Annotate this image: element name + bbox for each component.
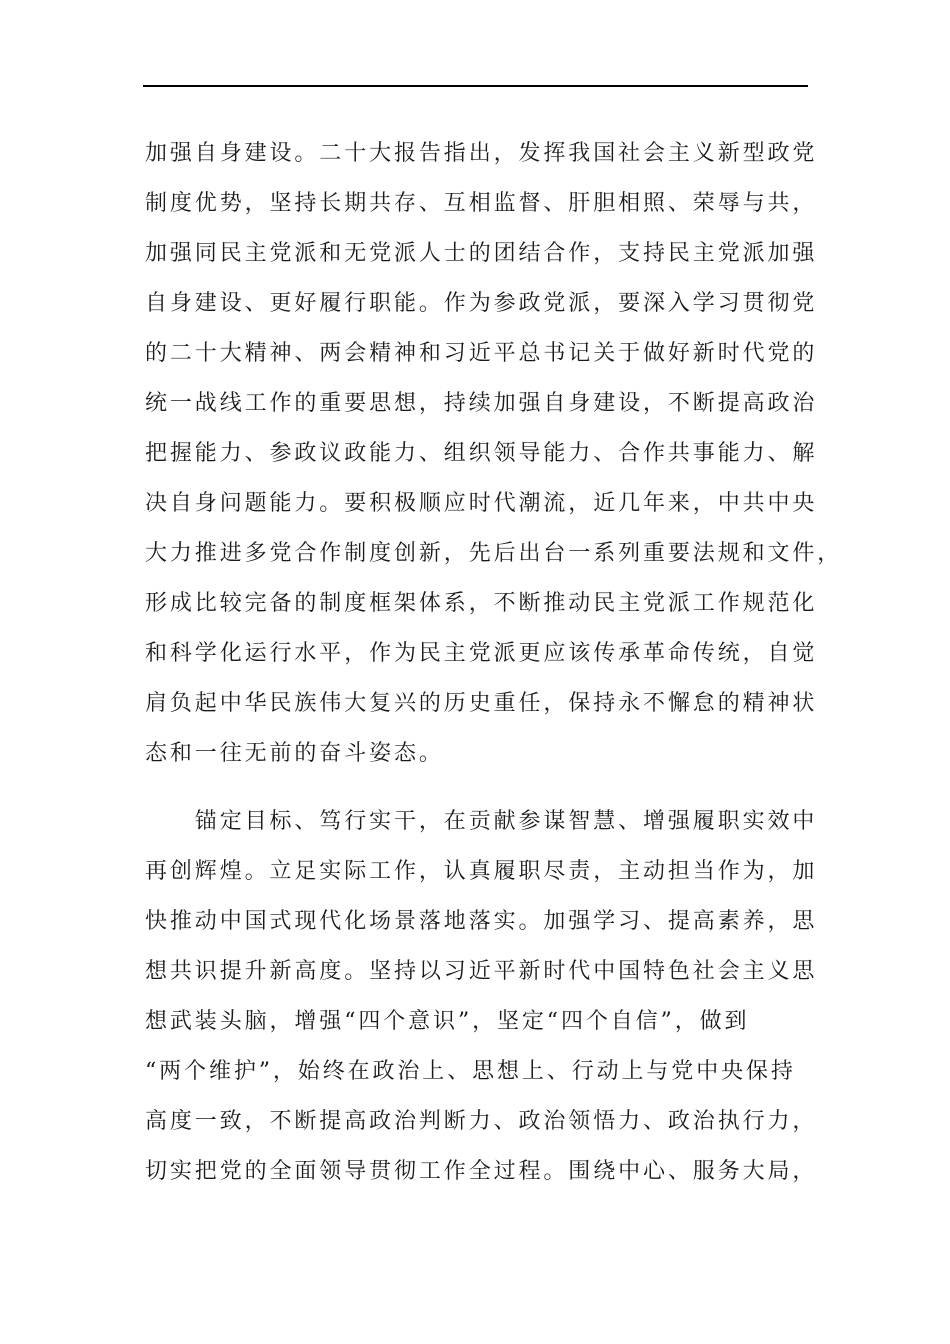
text-line: 再创辉煌。立足实际工作，认真履职尽责，主动担当作为，加 [145, 859, 818, 884]
text-line: 决自身问题能力。要积极顺应时代潮流，近几年来，中共中央 [145, 491, 818, 516]
text-line: 加强同民主党派和无党派人士的团结合作，支持民主党派加强 [145, 241, 818, 266]
text-line: 锚定目标、笃行实干，在贡献参谋智慧、增强履职实效中 [145, 809, 818, 834]
text-line: 快推动中国式现代化场景落地落实。加强学习、提高素养，思 [145, 909, 818, 934]
text-line: 切实把党的全面领导贯彻工作全过程。围绕中心、服务大局， [145, 1159, 818, 1184]
paragraph-2 [145, 797, 818, 1197]
text-line: “两个维护”，始终在政治上、思想上、行动上与党中央保持 [145, 1059, 796, 1084]
text-line: 形成比较完备的制度框架体系，不断推动民主党派工作规范化 [145, 591, 818, 616]
text-line: 制度优势，坚持长期共存、互相监督、肝胆相照、荣辱与共， [145, 191, 818, 216]
document-body [145, 129, 843, 1197]
text-line: 想武装头脑，增强“四个意识”，坚定“四个自信”，做到 [145, 1009, 750, 1034]
text-line: 和科学化运行水平，作为民主党派更应该传承革命传统，自觉 [145, 641, 818, 666]
text-line: 的二十大精神、两会精神和习近平总书记关于做好新时代党的 [145, 341, 818, 366]
text-line: 大力推进多党合作制度创新，先后出台一系列重要法规和文件， [145, 541, 843, 566]
text-line: 统一战线工作的重要思想，持续加强自身建设，不断提高政治 [145, 391, 818, 416]
text-line: 想共识提升新高度。坚持以习近平新时代中国特色社会主义思 [145, 959, 818, 984]
text-line: 把握能力、参政议政能力、组织领导能力、合作共事能力、解 [145, 441, 818, 466]
text-line: 加强自身建设。二十大报告指出，发挥我国社会主义新型政党 [145, 141, 818, 166]
text-line: 肩负起中华民族伟大复兴的历史重任，保持永不懈怠的精神状 [145, 691, 818, 716]
text-line: 态和一往无前的奋斗姿态。 [145, 741, 444, 766]
paragraph-gap [145, 779, 805, 797]
header-rule [143, 85, 808, 87]
text-line: 自身建设、更好履行职能。作为参政党派，要深入学习贯彻党 [145, 291, 818, 316]
paragraph-1 [145, 129, 843, 779]
text-line: 高度一致，不断提高政治判断力、政治领悟力、政治执行力， [145, 1109, 818, 1134]
